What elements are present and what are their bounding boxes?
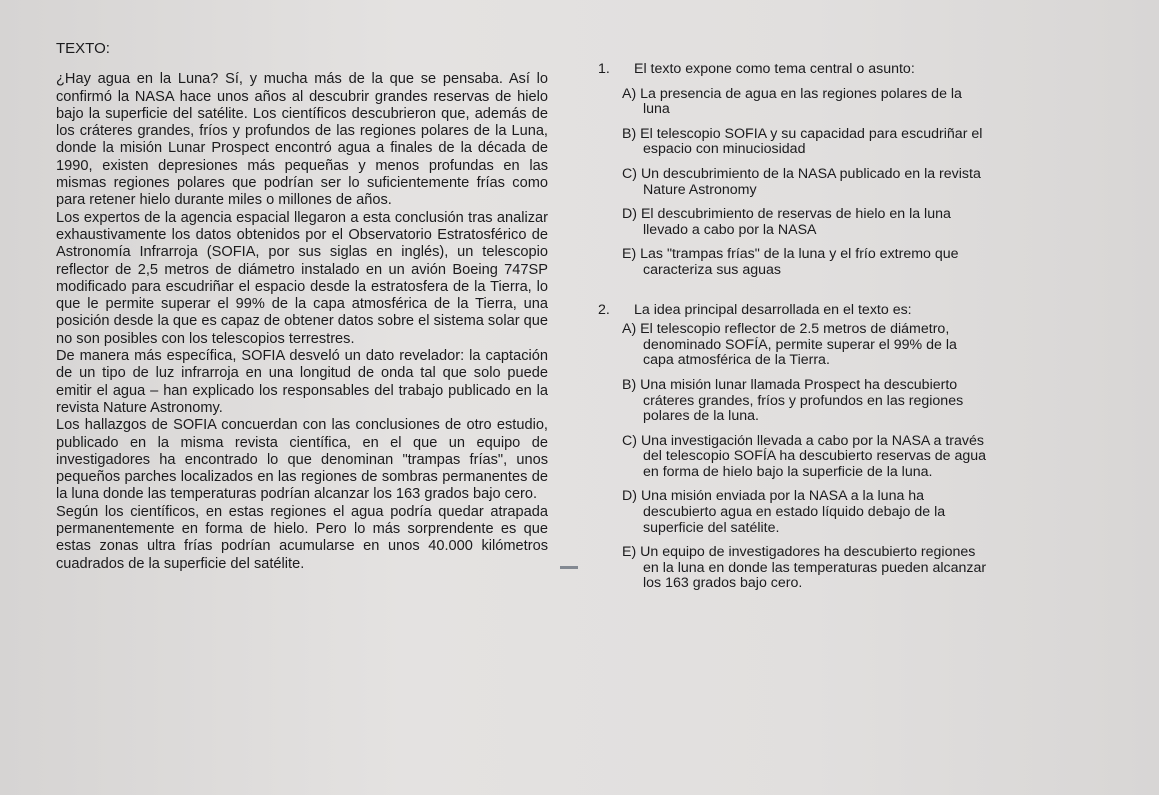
option-letter: D) <box>622 206 637 223</box>
option-text: polares de la luna. <box>643 408 759 425</box>
option-text: Una misión lunar llamada Prospect ha descubierto <box>640 376 958 393</box>
option-letter: C) <box>622 165 637 182</box>
option-1c <box>598 167 1082 198</box>
option-text: denominado SOFÍA, permite superar el 99% de la <box>643 336 957 353</box>
option-letter: E) <box>622 246 637 263</box>
option-1a <box>598 87 1082 118</box>
option-1d <box>598 207 1082 238</box>
option-letter: B) <box>622 125 637 142</box>
option-1e <box>598 247 1082 278</box>
option-letter: C) <box>622 432 637 449</box>
option-text: Las "trampas frías" de la luna y el frío extremo que <box>640 246 959 263</box>
option-text: Un equipo de investigadores ha descubierto regiones <box>640 544 976 561</box>
question-number: 1. <box>598 61 610 77</box>
text-label: TEXTO: <box>56 40 110 57</box>
option-letter: A) <box>622 85 637 102</box>
question-2 <box>598 303 1082 593</box>
option-text: Un descubrimiento de la NASA publicado en la revista <box>640 165 981 182</box>
option-text: La presencia de agua en las regiones polares de la <box>640 85 962 102</box>
option-text: cráteres grandes, fríos y profundos en las regiones <box>643 392 964 409</box>
paragraph-4: Los hallazgos de SOFIA concuerdan con las conclusiones de otro estudio, publicado en la misma revista científica, en el que un equipo de investigadores ha encontrado lo que denominan "trampas frías", unos pequeños parches localizados en las regiones de sombras permanentes de la luna donde las temperaturas podrían alcanzar los 163 grados bajo cero. <box>56 417 548 503</box>
option-text: en la luna en donde las temperaturas pueden alcanzar <box>643 559 987 576</box>
questions-column <box>598 62 1082 592</box>
paragraph-1: ¿Hay agua en la Luna? Sí, y mucha más de la que se pensaba. Así lo confirmó la NASA hace unos años al descubrir grandes reservas de hielo bajo la superficie del satélite. Los científicos descubrieron que, además de los cráteres grandes, fríos y profundos de las regiones polares de la Luna, donde la misión Lunar Prospect encontró agua a finales de la década de 1990, existen depresiones más pequeñas y menos profundas en las mismas regiones polares que podrían ser lo suficientemente frías como para retener hielo durante miles o millones de años. <box>56 71 548 209</box>
option-text: El telescopio reflector de 2.5 metros de diámetro, <box>640 321 950 338</box>
option-text: espacio con minuciosidad <box>643 141 806 158</box>
option-letter: B) <box>622 376 637 393</box>
option-letter: A) <box>622 321 637 338</box>
question-number: 2. <box>598 301 610 318</box>
option-text: del telescopio SOFÍA ha descubierto reservas de agua <box>643 448 987 465</box>
reading-text <box>56 40 548 573</box>
option-2a <box>598 322 1082 369</box>
paragraph-2: Los expertos de la agencia espacial llegaron a esta conclusión tras analizar exhaustivamente los datos obtenidos por el Observatorio Estratosférico de Astronomía Infrarroja (SOFIA, por sus siglas en inglés), un telescopio reflector de 2,5 metros de diámetro instalado en un avión Boeing 747SP modificado para escudriñar el espacio desde la estratosfera de la Tierra, lo que le permite superar el 99% de la capa atmosférica de la Tierra, una posición desde la que es capaz de obtener datos sobre el sistema solar que no son posibles con los telescopios terrestres. <box>56 209 548 347</box>
option-letter: E) <box>622 544 637 561</box>
question-1 <box>598 62 1082 279</box>
option-2e <box>598 545 1082 592</box>
option-text: Nature Astronomy <box>643 181 757 198</box>
option-2d <box>598 489 1082 536</box>
question-stem: La idea principal desarrollada en el texto es: <box>634 301 912 318</box>
option-text: luna <box>643 101 670 118</box>
option-text: El telescopio SOFIA y su capacidad para escudriñar el <box>640 125 983 142</box>
pen-mark <box>560 566 578 569</box>
option-text: llevado a cabo por la NASA <box>643 221 817 238</box>
option-text: superficie del satélite. <box>643 519 780 536</box>
paragraph-5: Según los científicos, en estas regiones el agua podría quedar atrapada permanentemente en forma de hielo. Pero lo más sorprendente es que estas zonas ultra frías podrían acumularse en unos 40.000 kilómetros cuadrados de la superficie del satélite. <box>56 503 548 572</box>
question-stem: El texto expone como tema central o asunto: <box>634 61 915 77</box>
paragraph-3: De manera más específica, SOFIA desveló un dato revelador: la captación de un tipo de luz infrarroja en una longitud de onda tal que solo puede emitir el agua – han explicado los responsables del trabajo publicado en la revista Nature Astronomy. <box>56 348 548 416</box>
option-1b <box>598 127 1082 158</box>
option-text: Una misión enviada por la NASA a la luna ha <box>640 488 925 505</box>
option-text: caracteriza sus aguas <box>643 261 782 278</box>
option-text: capa atmosférica de la Tierra. <box>643 352 830 369</box>
option-text: Una investigación llevada a cabo por la NASA a través <box>640 432 984 449</box>
option-letter: D) <box>622 488 637 505</box>
option-2c <box>598 434 1082 481</box>
option-text: los 163 grados bajo cero. <box>643 575 803 592</box>
option-text: El descubrimiento de reservas de hielo en la luna <box>640 206 951 223</box>
option-2b <box>598 378 1082 425</box>
option-text: descubierto agua en estado líquido debajo de la <box>643 504 946 521</box>
option-text: en forma de hielo bajo la superficie de la luna. <box>643 463 933 480</box>
